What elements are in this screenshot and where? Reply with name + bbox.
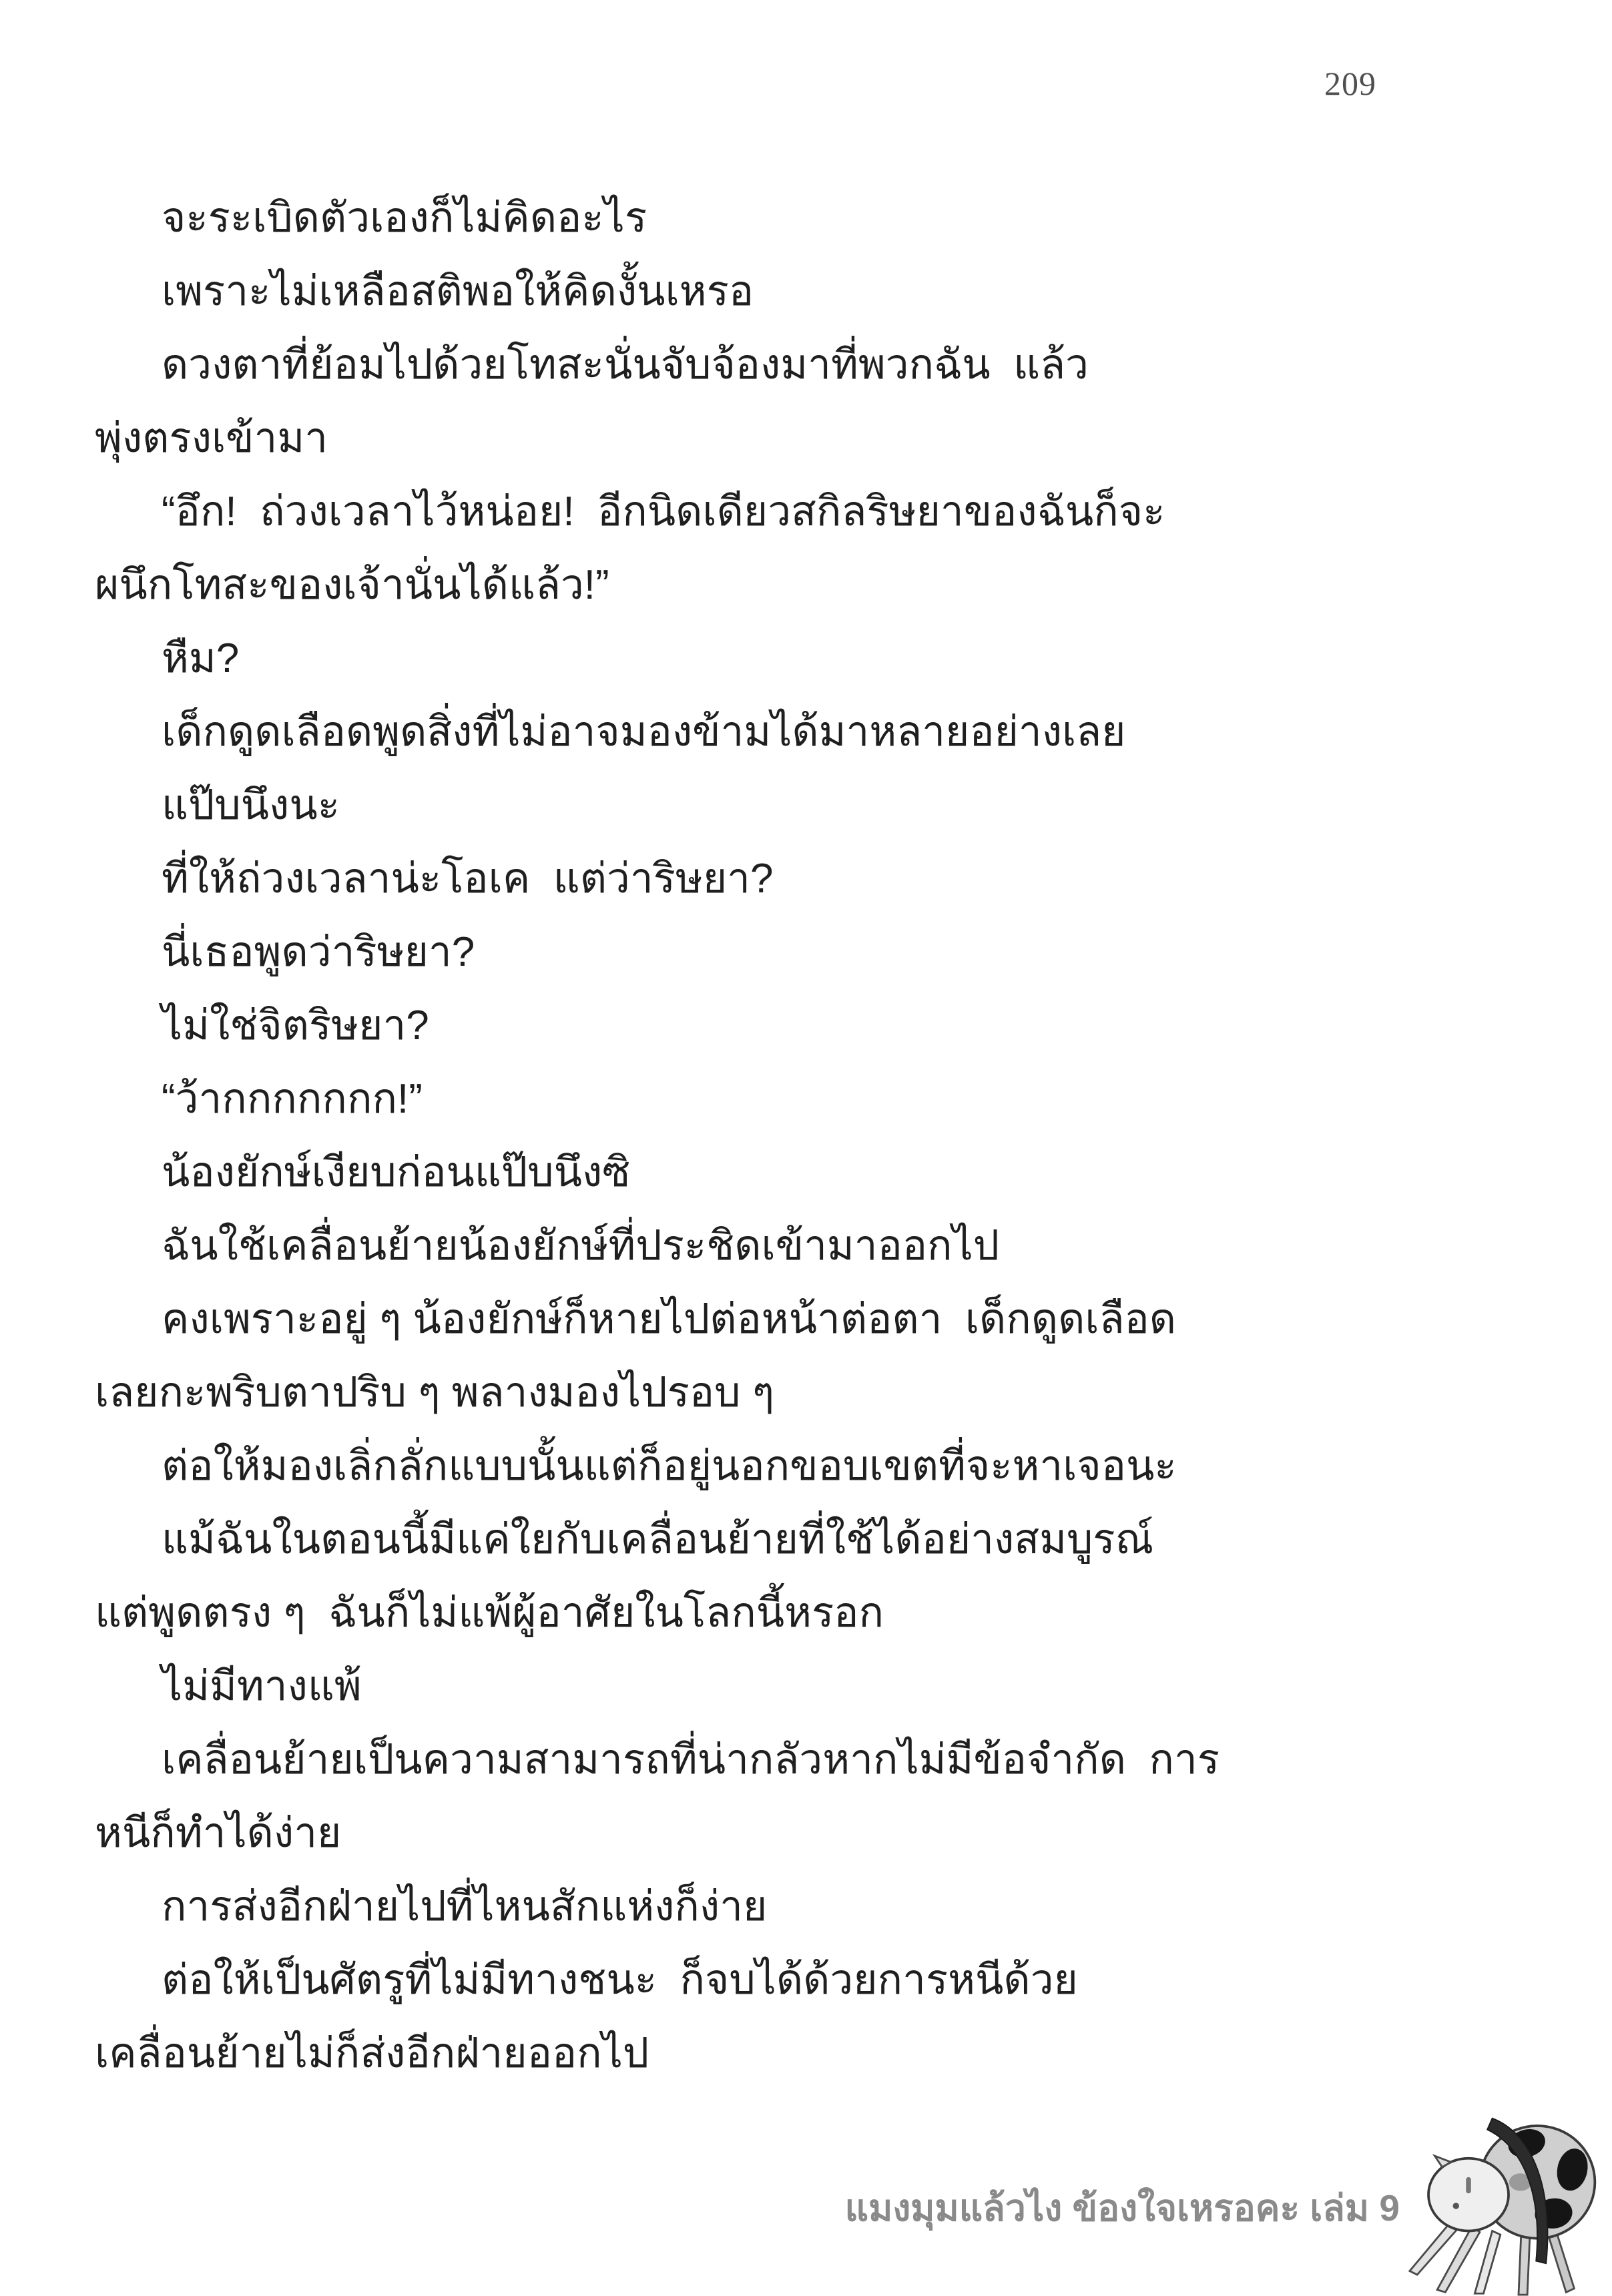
footer-book-title: แมงมุมแล้วไง ข้องใจเหรอคะ เล่ม 9 [844, 2187, 1400, 2229]
text-line: พุ่งตรงเข้ามา [95, 415, 328, 461]
text-line: นี่เธอพูดว่าริษยา? [162, 929, 475, 975]
page-number: 209 [1324, 65, 1376, 102]
text-line: เด็กดูดเลือดพูดสิ่งที่ไม่อาจมองข้ามได้มาหลายอย่างเลย [162, 709, 1126, 755]
text-line: ไม่ใช่จิตริษยา? [162, 1002, 429, 1049]
text-line: “อึก! ถ่วงเวลาไว้หน่อย! อีกนิดเดียวสกิลริษยาของฉันก็จะ [162, 489, 1165, 535]
text-line: หืม? [162, 635, 240, 681]
spider-head [1428, 2156, 1509, 2231]
text-line: เคลื่อนย้ายไม่ก็ส่งอีกฝ่ายออกไป [95, 2030, 649, 2076]
text-line: แต่พูดตรง ๆ ฉันก็ไม่แพ้ผู้อาศัยในโลกนี้หรอก [95, 1590, 884, 1636]
text-line: คงเพราะอยู่ ๆ น้องยักษ์ก็หายไปต่อหน้าต่อตา เด็กดูดเลือด [162, 1296, 1177, 1342]
text-line: หนีก็ทำได้ง่าย [95, 1810, 342, 1856]
text-line: เพราะไม่เหลือสติพอให้คิดงั้นเหรอ [162, 268, 754, 314]
text-line: ต่อให้มองเลิ่กลั่กแบบนั้นแต่ก็อยู่นอกขอบเขตที่จะหาเจอนะ [162, 1443, 1177, 1489]
text-line: ไม่มีทางแพ้ [162, 1663, 362, 1709]
text-line: ที่ให้ถ่วงเวลาน่ะโอเค แต่ว่าริษยา? [162, 856, 774, 902]
text-line: ดวงตาที่ย้อมไปด้วยโทสะนั่นจับจ้องมาที่พวกฉัน แล้ว [162, 342, 1089, 388]
text-line: เคลื่อนย้ายเป็นความสามารถที่น่ากลัวหากไม่มีข้อจำกัด การ [162, 1737, 1220, 1783]
spider-illustration [1398, 2106, 1599, 2296]
text-line: “ว้ากกกกกกก!” [162, 1076, 423, 1122]
text-line: ฉันใช้เคลื่อนย้ายน้องยักษ์ที่ประชิดเข้ามาออกไป [162, 1223, 1000, 1269]
text-line: การส่งอีกฝ่ายไปที่ไหนสักแห่งก็ง่าย [162, 1884, 768, 1930]
text-line: แม้ฉันในตอนนี้มีแค่ใยกับเคลื่อนย้ายที่ใช้ได้อย่างสมบูรณ์ [162, 1516, 1154, 1562]
text-line: จะระเบิดตัวเองก็ไม่คิดอะไร [162, 195, 647, 241]
text-line: ต่อให้เป็นศัตรูที่ไม่มีทางชนะ ก็จบได้ด้วยการหนีด้วย [162, 1957, 1078, 2003]
text-line: น้องยักษ์เงียบก่อนแป๊บนึงซิ [162, 1149, 631, 1195]
text-line: เลยกะพริบตาปริบ ๆ พลางมองไปรอบ ๆ [95, 1370, 775, 1416]
text-line: ผนึกโทสะของเจ้านั่นได้แล้ว!” [95, 562, 609, 608]
body-text [95, 182, 1413, 2090]
text-line: แป๊บนึงนะ [162, 782, 340, 828]
